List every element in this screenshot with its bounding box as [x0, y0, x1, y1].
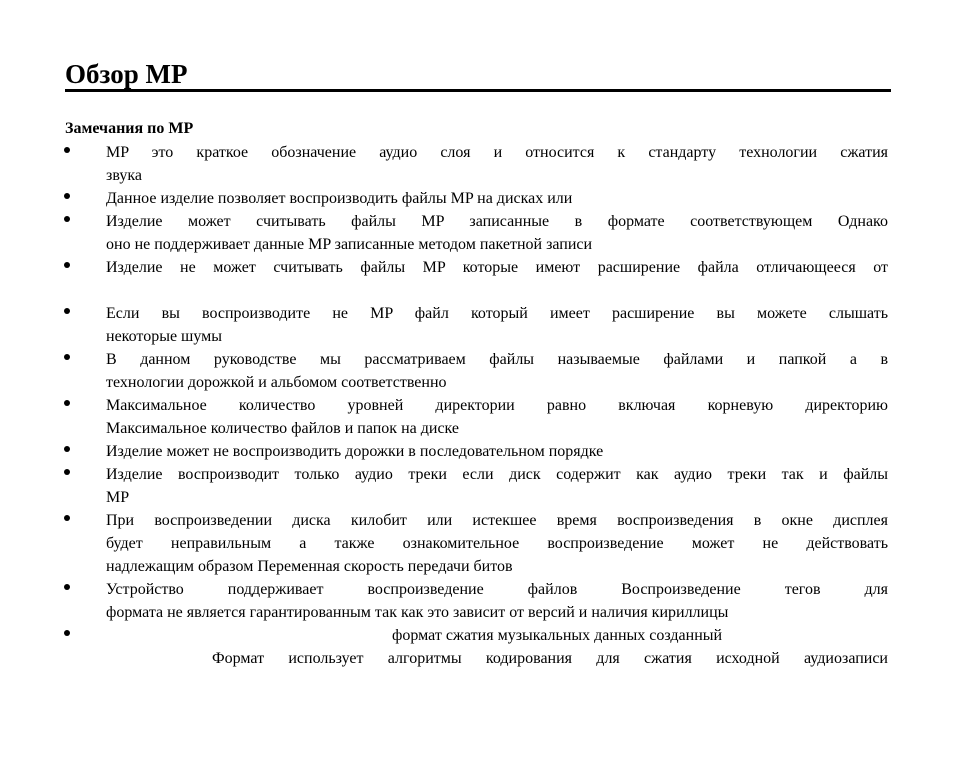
list-item [0, 578, 954, 624]
note-line: Изделие может считывать файлы MP записанные в формате соответствующем Однако [106, 213, 888, 230]
list-item [0, 440, 954, 463]
note-line: Формат использует алгоритмы кодирования для сжатия исходной аудиозаписи [212, 650, 888, 667]
bullet-icon [64, 400, 70, 406]
list-item [0, 187, 954, 210]
note-line: MP это краткое обозначение аудио слоя и относится к стандарту технологии сжатия [106, 144, 888, 161]
note-line: Изделие может не воспроизводить дорожки в последовательном порядке [106, 443, 604, 460]
title-underline [65, 89, 891, 92]
bullet-icon [64, 308, 70, 314]
note-line: Максимальное количество уровней директории равно включая корневую директорию [106, 397, 888, 414]
note-line: надлежащим образом Переменная скорость передачи битов [106, 558, 513, 575]
note-line: звука [106, 167, 142, 184]
bullet-icon [64, 446, 70, 452]
bullet-icon [64, 193, 70, 199]
note-line: формата не является гарантированным так как это зависит от версий и наличия кириллицы [106, 604, 729, 621]
note-line: В данном руководстве мы рассматриваем файлы называемые файлами и папкой а в [106, 351, 888, 368]
bullet-icon [64, 147, 70, 153]
note-line: При воспроизведении диска килобит или истекшее время воспроизведения в окне дисплея [106, 512, 888, 529]
note-line: Изделие воспроизводит только аудио треки если диск содержит как аудио треки так и файлы [106, 466, 888, 483]
note-line: Устройство поддерживает воспроизведение файлов Воспроизведение тегов для [106, 581, 888, 598]
list-item [0, 463, 954, 509]
bullet-icon [64, 354, 70, 360]
list-item [0, 348, 954, 394]
list-item [0, 624, 954, 670]
bullet-icon [64, 216, 70, 222]
bullet-icon [64, 262, 70, 268]
list-item [0, 256, 954, 302]
bullet-icon [64, 630, 70, 636]
note-line: Если вы воспроизводите не MP файл который имеет расширение вы можете слышать [106, 305, 888, 322]
section-heading: Замечания по MP [65, 120, 194, 137]
empty-line [0, 279, 954, 302]
note-line: Изделие не может считывать файлы MP которые имеют расширение файла отличающееся от [106, 259, 888, 276]
note-line: оно не поддерживает данные MP записанные методом пакетной записи [106, 236, 593, 253]
notes-list [0, 141, 954, 670]
page-title: Обзор MP [65, 59, 188, 89]
note-line: некоторые шумы [106, 328, 223, 345]
bullet-icon [64, 469, 70, 475]
list-item [0, 210, 954, 256]
bullet-icon [64, 515, 70, 521]
list-item [0, 141, 954, 187]
note-line: формат сжатия музыкальных данных созданный [392, 627, 723, 644]
list-item [0, 302, 954, 348]
note-line: будет неправильным а также ознакомительное воспроизведение может не действовать [106, 535, 888, 552]
note-line: MP [106, 489, 130, 506]
note-line: технологии дорожкой и альбомом соответственно [106, 374, 447, 391]
list-item [0, 509, 954, 578]
list-item [0, 394, 954, 440]
note-line: Данное изделие позволяет воспроизводить файлы MP на дисках или [106, 190, 573, 207]
note-line: Максимальное количество файлов и папок на диске [106, 420, 460, 437]
bullet-icon [64, 584, 70, 590]
